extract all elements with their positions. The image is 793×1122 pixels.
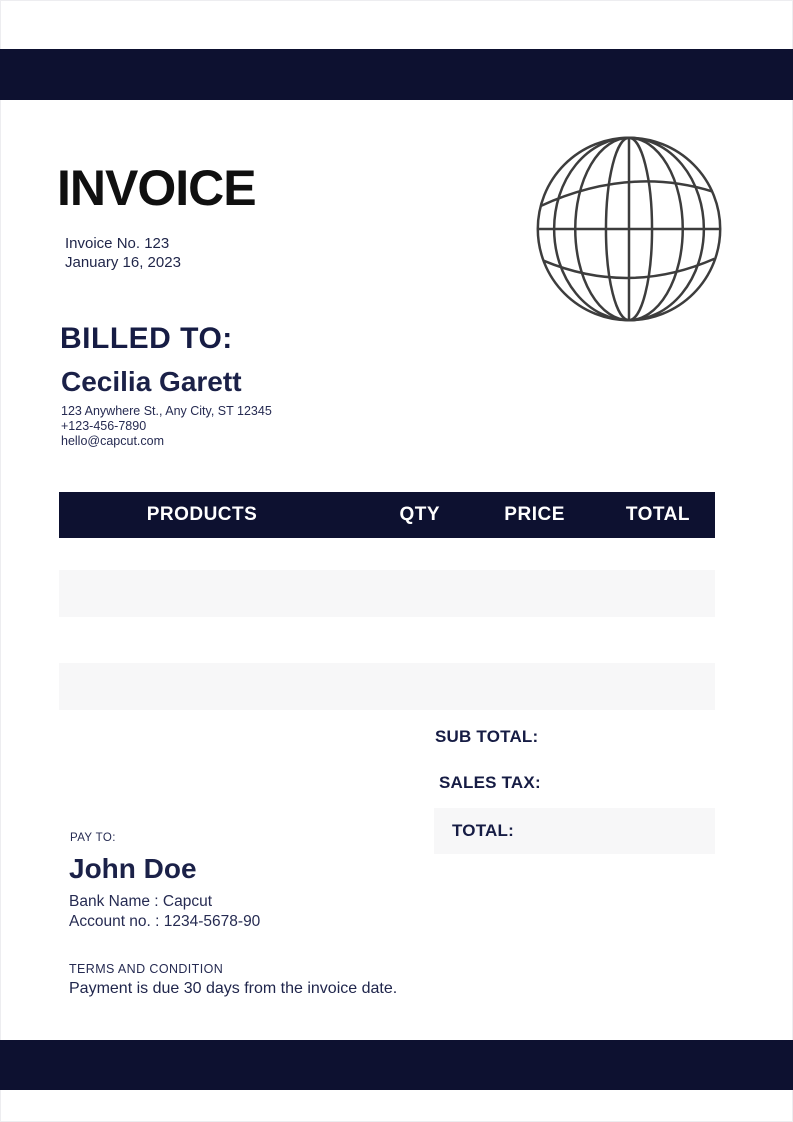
payee-name: John Doe [69, 853, 197, 884]
subtotal-label: SUB TOTAL: [435, 727, 539, 746]
terms-heading: TERMS AND CONDITION [69, 962, 224, 976]
invoice-title: INVOICE [57, 160, 256, 216]
client-email: hello@capcut.com [61, 434, 165, 448]
account-number: Account no. : 1234-5678-90 [69, 912, 261, 930]
billed-to-heading: BILLED TO: [60, 322, 233, 355]
terms-text: Payment is due 30 days from the invoice date. [69, 980, 398, 997]
globe-icon [531, 133, 727, 330]
column-header-price: PRICE [504, 504, 565, 525]
table-row [59, 570, 715, 617]
top-accent-bar [0, 49, 793, 100]
sales-tax-label: SALES TAX: [439, 773, 541, 792]
pay-to-heading: PAY TO: [70, 832, 116, 844]
table-row [59, 663, 715, 710]
total-label: TOTAL: [452, 821, 514, 840]
bank-name: Bank Name : Capcut [69, 893, 213, 910]
client-phone: +123-456-7890 [61, 419, 147, 433]
invoice-date: January 16, 2023 [65, 254, 181, 271]
items-table-header [59, 492, 715, 538]
client-name: Cecilia Garett [61, 366, 242, 397]
column-header-total: TOTAL [625, 504, 690, 525]
bottom-accent-bar [0, 1040, 793, 1090]
client-contact-block [61, 404, 272, 449]
client-address: 123 Anywhere St., Any City, ST 12345 [61, 404, 272, 418]
invoice-meta [65, 234, 181, 272]
total-row [434, 808, 715, 854]
invoice-number: Invoice No. 123 [65, 235, 170, 252]
bank-details-block [69, 892, 260, 931]
column-header-products: PRODUCTS [146, 504, 258, 525]
column-header-qty: QTY [399, 504, 441, 525]
